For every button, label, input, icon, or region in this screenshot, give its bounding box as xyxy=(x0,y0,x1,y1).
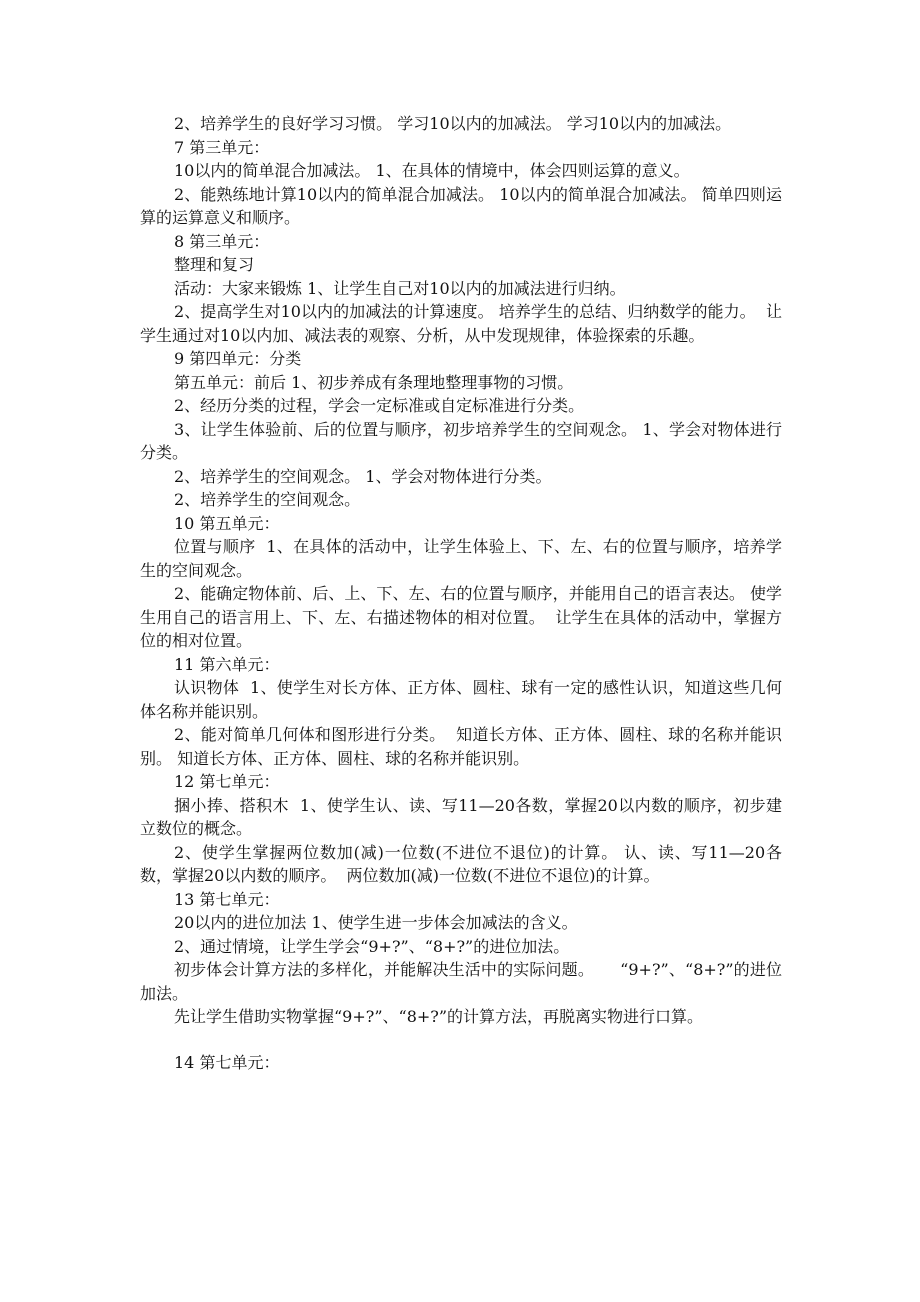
paragraph: 2、能对简单几何体和图形进行分类。 知道长方体、正方体、圆柱、球的名称并能识别。 知道长方体、正方体、圆柱、球的名称并能识别。 xyxy=(140,725,782,768)
paragraph: 3、让学生体验前、后的位置与顺序，初步培养学生的空间观念。 1、学会对物体进行分类。 xyxy=(140,419,782,462)
paragraph: 2、培养学生的空间观念。 1、学会对物体进行分类。 xyxy=(174,466,552,486)
section-heading: 13 第七单元： xyxy=(174,889,280,909)
section-heading: 12 第七单元： xyxy=(174,772,280,791)
section-heading: 10 第五单元： xyxy=(174,513,280,533)
paragraph: 第五单元：前后 1、初步养成有条理地整理事物的习惯。 xyxy=(174,372,574,392)
paragraph: 2、能熟练地计算10以内的简单混合加减法。 10以内的简单混合加减法。 简单四则运算的运算意义和顺序。 xyxy=(140,184,782,227)
paragraph: 2、提高学生对10以内的加减法的计算速度。 培养学生的总结、归纳数学的能力。 让学生通过对10以内加、减法表的观察、分析，从中发现规律，体验探索的乐趣。 xyxy=(140,302,782,345)
section-heading: 8 第三单元： xyxy=(174,231,270,251)
section-heading: 7 第三单元： xyxy=(174,137,270,157)
section-heading: 11 第六单元： xyxy=(174,654,280,674)
section-heading: 14 第七单元： xyxy=(174,1052,280,1072)
paragraph: 整理和复习 xyxy=(174,255,255,274)
blank-line xyxy=(140,1029,782,1051)
paragraph: 2、通过情境，让学生学会“9+?”、“8+?”的进位加法。 xyxy=(174,936,570,956)
paragraph: 10以内的简单混合加减法。 1、在具体的情境中，体会四则运算的意义。 xyxy=(174,161,690,180)
paragraph: 2、能确定物体前、后、上、下、左、右的位置与顺序，并能用自己的语言表达。 使学生用自己的语言用上、下、左、右描述物体的相对位置。 让学生在具体的活动中，掌握方位的相对位置。 xyxy=(140,584,782,650)
paragraph: 捆小捧、搭积木 1、使学生认、读、写11—20各数，掌握20以内数的顺序，初步建立数位的概念。 xyxy=(140,795,782,838)
paragraph: 活动：大家来锻炼 1、让学生自己对10以内的加减法进行归纳。 xyxy=(174,278,626,298)
paragraph: 20以内的进位加法 1、使学生进一步体会加减法的含义。 xyxy=(174,913,578,932)
paragraph: 2、使学生掌握两位数加(减)一位数(不进位不退位)的计算。 认、读、写11—20各数，掌握20以内数的顺序。 两位数加(减)一位数(不进位不退位)的计算。 xyxy=(140,842,782,885)
paragraph: 位置与顺序 1、在具体的活动中，让学生体验上、下、左、右的位置与顺序，培养学生的空间观念。 xyxy=(140,537,782,580)
document-body xyxy=(140,112,782,1074)
section-heading: 9 第四单元：分类 xyxy=(174,349,302,368)
paragraph: 先让学生借助实物掌握“9+?”、“8+?”的计算方法，再脱离实物进行口算。 xyxy=(174,1007,704,1026)
paragraph: 2、培养学生的良好学习习惯。 学习10以内的加减法。 学习10以内的加减法。 xyxy=(174,114,732,133)
paragraph: 初步体会计算方法的多样化，并能解决生活中的实际问题。 “9+?”、“8+?”的进位加法。 xyxy=(140,960,782,1003)
paragraph: 2、培养学生的空间观念。 xyxy=(174,490,361,509)
paragraph: 2、经历分类的过程，学会一定标准或自定标准进行分类。 xyxy=(174,396,585,415)
paragraph: 认识物体 1、使学生对长方体、正方体、圆柱、球有一定的感性认识，知道这些几何体名称并能识别。 xyxy=(140,678,782,721)
